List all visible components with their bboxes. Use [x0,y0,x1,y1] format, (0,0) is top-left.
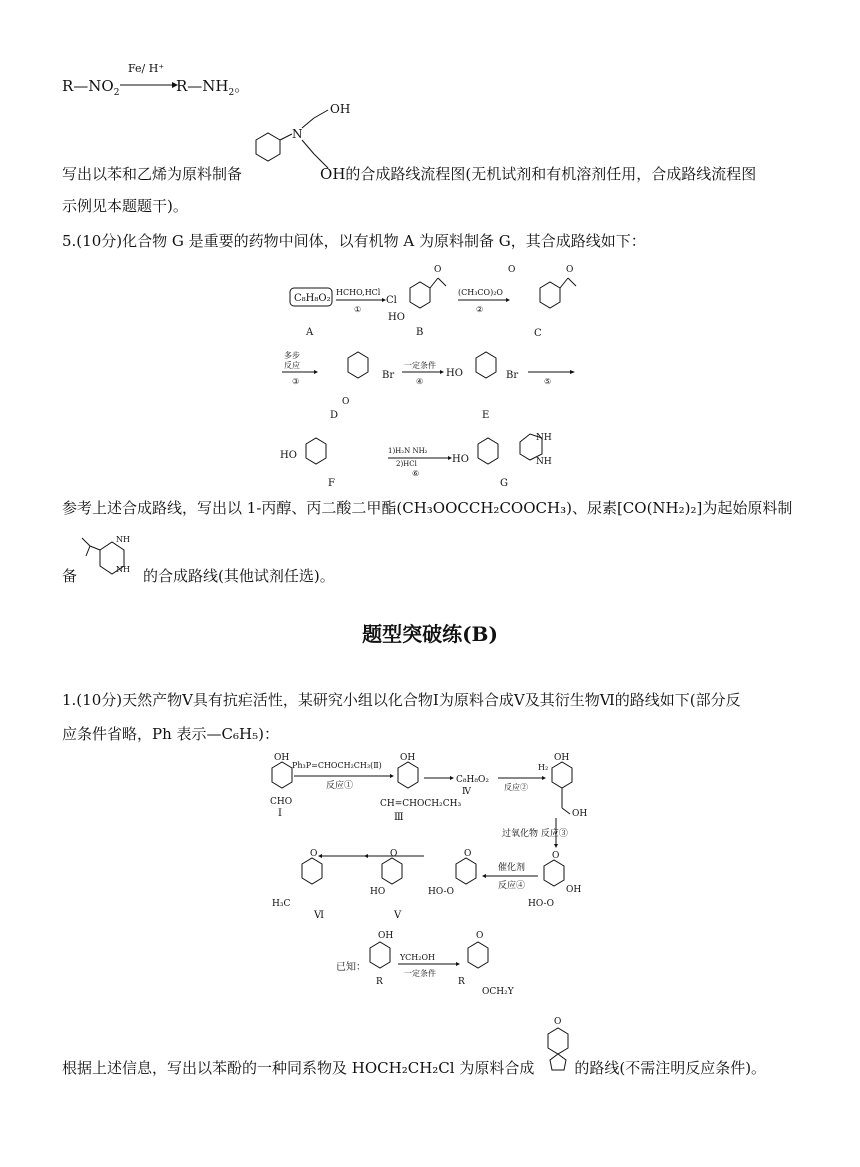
group-cho: CHO [270,797,293,807]
reaction-reactant: $R—NO_2$ [62,77,120,98]
step-1: 反应① [326,781,354,791]
atom-o-r2a: O [552,851,560,861]
atom-oh-a: OH [554,753,570,763]
atom-br-e: Br [506,370,519,381]
atom-ho-b: HO [388,312,405,323]
step6-reagent-b: 2)HCl [396,460,417,468]
atom-ho-f: HO [280,450,297,461]
atom-ho-v: HO [370,887,386,897]
reaction-product: $R—NH_2$。 [176,77,250,98]
step5-num: ⑤ [544,377,552,386]
cpd-iv-formula: C₈H₈O₂ [456,775,489,785]
step2-reagent: (CH₃CO)₂O [458,288,503,297]
step2-num: ② [476,305,484,314]
atom-nh-g1: NH [536,433,552,443]
q4-line2: 示例见本题题干)。 [62,197,188,215]
q1-header-line2: 应条件省略，Ph 表示—C₆H₅)： [62,725,279,743]
atom-oh-top: OH [330,102,351,116]
reagent-catalyst: 催化剂 [498,863,526,873]
atom-hoo-r2: HO-O [528,899,554,909]
known-atom-r2: R [458,977,465,987]
q5-synthesis-scheme [270,258,590,490]
atom-ho-g: HO [452,454,469,465]
label-d: D [330,410,339,421]
q5-header: 5.(10分)化合物 G 是重要的药物中间体，以有机物 A 为原料制备 G，其合成路线如下： [62,232,646,250]
atom-nh-t2: NH [116,565,130,574]
atom-o-v: O [390,849,398,859]
q1-synthesis-scheme [260,748,600,1014]
atom-nh-g2: NH [536,457,552,467]
atom-br-d: Br [382,370,395,381]
q1-header-line1: 1.(10分)天然产物Ⅴ具有抗疟活性，某研究小组以化合物Ⅰ为原料合成Ⅴ及其衍生物Ⅵ的路线如下(部分反 [62,691,741,709]
known-atom-o: O [476,931,484,941]
atom-o-c2: O [566,265,574,275]
reagent-h2: H₂ [538,763,549,772]
label-b: B [416,327,424,338]
step-4: 反应④ [498,881,526,891]
section-title: 题型突破练(B) [362,622,498,646]
label-e: E [482,410,490,421]
step1-num: ① [354,305,362,314]
step6-reagent-a: 1)H₂N NH₂ [388,447,428,455]
atom-oh-b: OH [572,809,588,819]
known-label: 已知： [336,962,366,973]
q4-line1: 写出以苯和乙烯为原料制备 OH的合成路线流程图(无机试剂和有机溶剂任用，合成路线流程图 [62,165,757,183]
atom-h3c-vi: H₃C [272,899,291,909]
q1-ask: 根据上述信息，写出以苯酚的一种同系物及 HOCH₂CH₂Cl 为原料合成 的路线(不需注明反应条件)。 [62,1059,767,1077]
label-vi: Ⅵ [314,910,325,921]
step6-num: ⑥ [412,469,420,478]
atom-o-b: O [434,265,442,275]
label-f: F [328,478,335,489]
atom-o-c: O [508,265,516,275]
q5-ask-line1: 参考上述合成路线，写出以 1-丙醇、丙二酸二甲酯(CH₃OOCCH₂COOCH₃)、尿素[CO(NH₂)₂]为起始原料制 [62,499,793,517]
reaction-reagent: Fe/ H⁺ [128,62,165,75]
group-iii: CH=CHOCH₂CH₃ [380,799,462,809]
label-c: C [534,328,542,339]
step4-reagent: 一定条件 [404,361,436,370]
step3-num: ③ [292,377,300,386]
compound-a-formula: C₈H₈O₂ [294,293,331,304]
atom-n: N [292,127,303,141]
reagent-ii: Ph₃P=CHOCH₂CH₃(Ⅱ) [292,761,382,770]
step-3: 过氧化物 反应③ [502,829,568,839]
known-condition: 一定条件 [404,969,436,978]
atom-o-target: O [554,1017,562,1027]
atom-nh-t1: NH [116,535,130,544]
known-atom-oh: OH [378,931,394,941]
q5-ask-line2: 备 的合成路线(其他试剂任选)。 [62,567,335,585]
atom-oh-i: OH [274,753,290,763]
atom-cl: Cl [386,295,397,306]
label-a: A [306,327,314,338]
known-och2y: OCH₂Y [482,987,514,997]
atom-oh-iii: OH [400,753,416,763]
step4-num: ④ [416,377,424,386]
label-v: Ⅴ [394,910,402,921]
step3-reagent-a: 多步 [284,351,300,360]
atom-hoo-r2b: HO-O [428,887,454,897]
reaction-arrow [118,58,178,98]
atom-ho-e: HO [446,368,463,379]
atom-o-vi: O [310,849,318,859]
label-g: G [500,478,508,489]
atom-oh-r2: OH [566,885,582,895]
step-2: 反应② [504,783,528,792]
label-i: Ⅰ [278,808,282,819]
known-atom-r: R [376,977,383,987]
label-iv: Ⅳ [462,787,471,797]
known-reagent: YCH₂OH [400,953,435,962]
step3-reagent-b: 反应 [284,361,300,370]
label-iii: Ⅲ [394,812,404,823]
atom-o-d: O [342,397,350,407]
step1-reagent: HCHO,HCl [336,288,381,297]
atom-o-r2b: O [464,849,472,859]
